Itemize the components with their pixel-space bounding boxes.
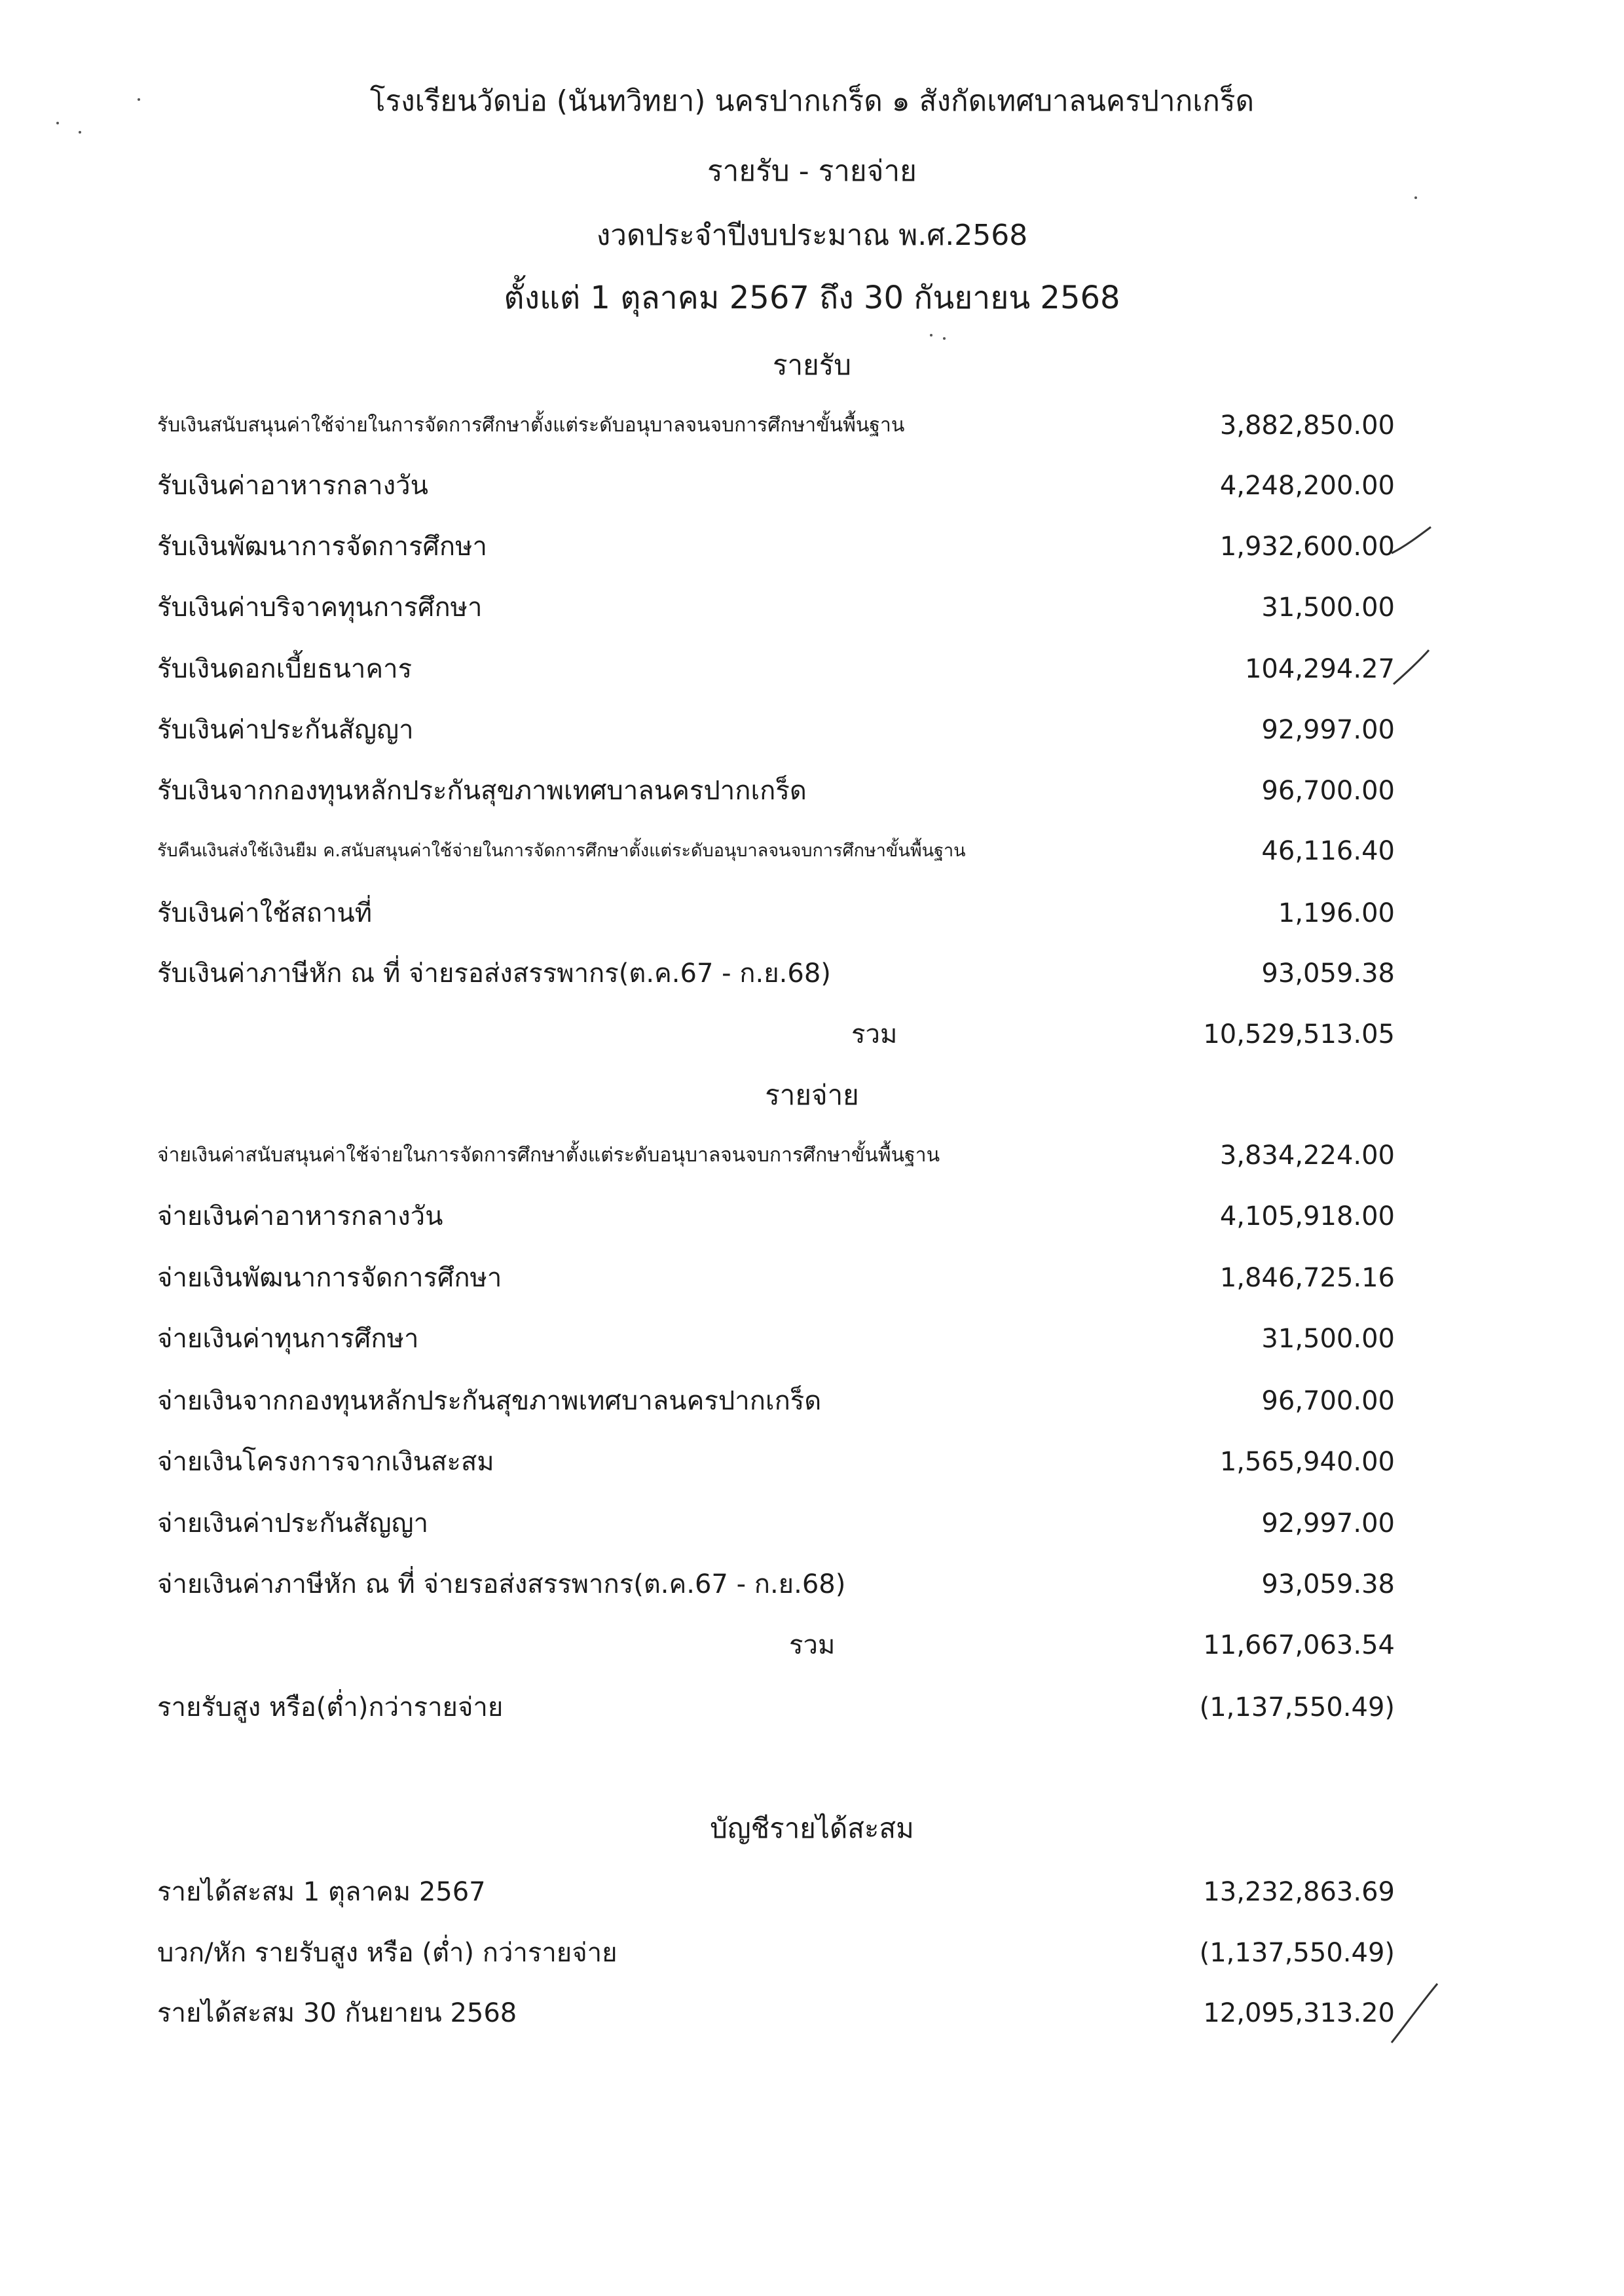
income-row [157,649,1395,689]
report-title: รายรับ - รายจ่าย [707,155,917,188]
expense-amount: 96,700.00 [1261,1386,1395,1416]
income-row [157,527,1395,566]
expense-label: จ่ายเงินจากกองทุนหลักประกันสุขภาพเทศบาลนครปากเกร็ด [157,1386,822,1416]
income-label: รับเงินดอกเบี้ยธนาคาร [157,654,413,684]
accumulated-heading: บัญชีรายได้สะสม [710,1812,914,1844]
expense-label: จ่ายเงินค่าสนับสนุนค่าใช้จ่ายในการจัดการศึกษาตั้งแต่ระดับอนุบาลจนจบการศึกษาขั้นพื้นฐาน [157,1144,940,1167]
expense-row [157,1319,1395,1358]
expense-heading: รายจ่าย [765,1079,859,1111]
fiscal-year-title: งวดประจำปีงบประมาณ พ.ศ.2568 [596,219,1028,252]
income-amount: 46,116.40 [1261,836,1395,866]
income-amount: 3,882,850.00 [1219,410,1395,441]
income-amount: 1,196.00 [1278,898,1395,928]
income-row [157,588,1395,627]
income-label: รับคืนเงินส่งใช้เงินยืม ค.สนับสนุนค่าใช้จ่ายในการจัดการศึกษาตั้งแต่ระดับอนุบาลจนจบการศึกษาขั้นพื้นฐาน [157,841,966,861]
income-amount: 104,294.27 [1244,654,1395,684]
income-row [157,894,1395,933]
expense-row [157,1565,1395,1604]
scan-speck [930,334,932,337]
expense-label: จ่ายเงินค่าทุนการศึกษา [157,1324,419,1354]
expense-row [157,1381,1395,1421]
income-label: รับเงินพัฒนาการจัดการศึกษา [157,532,487,562]
check-mark-icon [1388,1980,1441,2046]
income-label: รับเงินสนับสนุนค่าใช้จ่ายในการจัดการศึกษาตั้งแต่ระดับอนุบาลจนจบการศึกษาขั้นพื้นฐาน [157,414,905,437]
net-amount: (1,137,550.49) [1199,1692,1395,1722]
income-total-label: รวม [851,1019,898,1049]
expense-label: จ่ายเงินค่าอาหารกลางวัน [157,1201,443,1231]
accumulated-label: รายได้สะสม 1 ตุลาคม 2567 [157,1877,486,1907]
scan-speck [943,337,946,340]
expense-row [157,1136,1395,1175]
income-row [157,954,1395,993]
income-label: รับเงินค่าภาษีหัก ณ ที่ จ่ายรอส่งสรรพากร(ต.ค.67 - ก.ย.68) [157,958,831,989]
expense-label: จ่ายเงินพัฒนาการจัดการศึกษา [157,1263,502,1293]
check-mark-icon [1388,524,1434,563]
expense-row [157,1504,1395,1543]
expense-row [157,1197,1395,1236]
check-mark-icon [1388,648,1434,687]
expense-label: จ่ายเงินค่าภาษีหัก ณ ที่ จ่ายรอส่งสรรพากร(ต.ค.67 - ก.ย.68) [157,1569,846,1599]
income-row [157,406,1395,445]
income-label: รับเงินค่าประกันสัญญา [157,715,414,745]
accumulated-amount: (1,137,550.49) [1199,1938,1395,1968]
income-amount: 31,500.00 [1261,592,1395,623]
income-total-row [157,1015,1395,1054]
scan-speck [1414,196,1417,199]
income-label: รับเงินค่าอาหารกลางวัน [157,471,428,501]
income-label: รับเงินจากกองทุนหลักประกันสุขภาพเทศบาลนครปากเกร็ด [157,776,807,806]
income-label: รับเงินค่าใช้สถานที่ [157,898,373,928]
expense-amount: 4,105,918.00 [1219,1201,1395,1231]
income-row [157,831,1395,871]
expense-row [157,1442,1395,1482]
expense-amount: 31,500.00 [1261,1324,1395,1354]
expense-amount: 93,059.38 [1261,1569,1395,1599]
income-row [157,710,1395,750]
accumulated-amount: 13,232,863.69 [1203,1877,1395,1907]
expense-label: จ่ายเงินโครงการจากเงินสะสม [157,1447,494,1477]
period-title: ตั้งแต่ 1 ตุลาคม 2567 ถึง 30 กันยายน 2568 [504,280,1120,316]
expense-total-label: รวม [789,1630,836,1660]
income-total-amount: 10,529,513.05 [1203,1019,1395,1049]
income-label: รับเงินค่าบริจาคทุนการศึกษา [157,592,483,623]
expense-label: จ่ายเงินค่าประกันสัญญา [157,1508,429,1539]
income-amount: 96,700.00 [1261,776,1395,806]
income-amount: 92,997.00 [1261,715,1395,745]
income-row [157,466,1395,505]
expense-amount: 1,565,940.00 [1219,1447,1395,1477]
income-row [157,771,1395,811]
net-row [157,1688,1395,1727]
accumulated-label: รายได้สะสม 30 กันยายน 2568 [157,1998,517,2028]
expense-amount: 92,997.00 [1261,1508,1395,1539]
accumulated-amount: 12,095,313.20 [1203,1998,1395,2028]
expense-row [157,1258,1395,1298]
scan-speck [56,122,59,124]
accumulated-row [157,1994,1395,2033]
accumulated-label: บวก/หัก รายรับสูง หรือ (ต่ำ) กว่ารายจ่าย [157,1938,618,1968]
income-amount: 1,932,600.00 [1219,532,1395,562]
scan-speck [79,131,81,134]
accumulated-row [157,1933,1395,1973]
income-heading: รายรับ [773,349,851,381]
accumulated-row [157,1872,1395,1912]
income-amount: 93,059.38 [1261,958,1395,989]
expense-total-row [157,1626,1395,1665]
income-amount: 4,248,200.00 [1219,471,1395,501]
expense-amount: 3,834,224.00 [1219,1140,1395,1171]
expense-amount: 1,846,725.16 [1219,1263,1395,1293]
expense-total-amount: 11,667,063.54 [1203,1630,1395,1660]
school-title: โรงเรียนวัดบ่อ (นันทวิทยา) นครปากเกร็ด ๑ สังกัดเทศบาลนครปากเกร็ด [369,84,1255,118]
net-label: รายรับสูง หรือ(ต่ำ)กว่ารายจ่าย [157,1692,504,1722]
